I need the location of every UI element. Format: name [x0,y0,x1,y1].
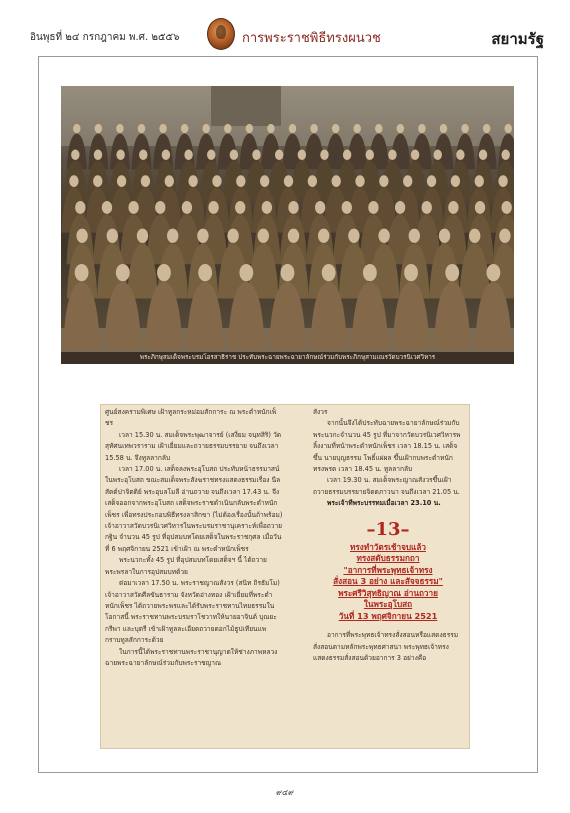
section-title: การพระราชพิธีทรงผนวช [242,31,381,46]
monk-head [411,150,419,161]
monk-head [207,150,215,161]
monk-head [117,175,126,187]
section-number: –13– [366,518,410,540]
monk-head [76,229,87,243]
photo-background-doorway [211,86,281,126]
monk-head [475,175,484,187]
article-paragraph: เวลา 19.30 น. สมเด็จพระญาณสังวรขึ้นเฝ้าถวายธรรมบรรยายจิตตภาวนา จนถึงเวลา 21.05 น. [313,476,460,496]
monk-head [498,175,507,187]
monk-head [504,124,511,133]
monk-head [246,124,253,133]
monk-head [368,201,378,214]
monk-head [418,124,425,133]
monk-head [116,264,130,281]
monk-head [342,201,352,214]
monk-head [378,229,389,243]
monk-head [235,201,245,214]
monk-head [461,124,468,133]
monk-head [499,229,510,243]
monk-head [236,175,245,187]
monk-head [165,175,174,187]
monk-head [322,264,336,281]
monk-head [69,175,78,187]
section-headline: สั่งสอน 3 อย่าง และสัจจธรรม" [333,576,443,587]
monk-head [258,229,269,243]
article-paragraph: ต่อมาเวลา 17.50 น. พระราชญาณสังวร (สนิท ถิรธัมโม) เจ้าอาวาสวัดศีลขันธาราม จังหวัดอ่างทอง เฝ้าเยี่ยมที่พระตำหนักเพ็ชร ได้ถวายพระพรและได้รับพระราชทานไทยธรรมในโอกาสนี้ พระราชทานพระบรมราโชวาทให้นายอาจินต์ บุณยะกรีพา และบุตรี เข้าเฝ้าทูลละเอียดถวายดอกไม้ธูปเทียนแพ กราบทูลสักการะด้วย [105,579,280,645]
monk-head [137,229,148,243]
monk-head [469,229,480,243]
article-closing-line: พระเจ้าทีพระบรรทมเมื่อเวลา 23.10 น. [327,499,441,508]
monk-head [94,150,102,161]
monk-head [202,124,209,133]
monk-head [448,201,458,214]
monk-head [403,175,412,187]
article-clipping [100,404,470,749]
monk-head [281,264,295,281]
monk-head [440,124,447,133]
monk-head [375,124,382,133]
page-number: ๙๔๙ [276,788,294,797]
monk-head [227,229,238,243]
monk-head [198,264,212,281]
article-paragraph: ในการนี้ได้พระราชทานพระราชานุญาตให้ช่างภาพหลวงฉายพระฉายาลักษณ์ร่วมกับพระราชญาณ [105,647,278,667]
monk-head [95,124,102,133]
monk-head [308,175,317,187]
monk-head [353,124,360,133]
monk-head [427,175,436,187]
monk-head [343,150,351,161]
monk-head [212,175,221,187]
monk-head [409,229,420,243]
monk-head [239,264,253,281]
monk-head [128,201,138,214]
monk-head [71,150,79,161]
monk-head [318,229,329,243]
newspaper-logo: สยามรัฐ [491,30,544,48]
monk-head [388,150,396,161]
monk-head [475,201,485,214]
monk-head [298,150,306,161]
monk-head [197,229,208,243]
monk-head [93,175,102,187]
monk-head [332,124,339,133]
monk-head [155,201,165,214]
monk-head [252,150,260,161]
monk-head [159,124,166,133]
monk-head [288,229,299,243]
monk-head [75,201,85,214]
monk-head [439,229,450,243]
monk-head [102,201,112,214]
monk-head [366,150,374,161]
article-paragraph: สังวร [313,408,328,416]
article-right-column [313,407,463,664]
monk-head [267,124,274,133]
monk-head [404,264,418,281]
monk-head [182,201,192,214]
monk-head [107,229,118,243]
monk-head [315,201,325,214]
photo-caption: พระภิกษุสมเด็จพระบรมโอรสาธิราช ประทับพระฉายพระฉายาลักษณ์ร่วมกับพระภิกษุสามเณรวัดบวรนิเวศวิหาร [61,352,514,364]
monk-head [379,175,388,187]
monk-head [502,201,512,214]
monk-head [434,150,442,161]
monk-head [310,124,317,133]
monk-head [422,201,432,214]
article-paragraph: เวลา 17.00 น. เสด็จลงพระอุโบสถ ประทับหน้าธรรมาสน์ในพระอุโบสถ ขณะสมเด็จพระสังฆราชทรงแสดงธรรมเรื่อง นีลสัตต์ปาจิตติย์ พระอุบลโมลี อ่านถวาย จนถึงเวลา 17.43 น. จึงเสด็จออกจากพระอุโบสถ เสด็จพระราชดำเนินกลับพระตำหนักเพ็ชร เพื่อทรงประกอบพิธีทรงลาสิกขา (ไม่ต้องเรื่องนั้นถ้าพร้อม) เจ้าอาวาสวัดบวรนิเวศวิหารในพระบรมราชานุเคราะห์เพื่อถวายกฐิน จำนวน 45 รูป ที่อุปสมบทโดยเสด็จในพระราชกุศล เมื่อวันที่ 6 พฤศจิกายน 2521 เข้าเฝ้า ณ พระตำหนักเพ็ชร [105,465,283,553]
monk-head [397,124,404,133]
monk-head [188,175,197,187]
monk-head [157,264,171,281]
issue-date: อินพุธที่ ๒๔ กรกฎาคม พ.ศ. ๒๕๕๖ [30,32,180,43]
monk-head [395,201,405,214]
monk-head [501,150,509,161]
monk-head [230,150,238,161]
monk-head [184,150,192,161]
section-headline: "อาการที่พระพุทธเจ้าทรง [343,564,433,575]
article-paragraph: อาการที่พระพุทธเจ้าทรงสั่งสอนหรือแสดงธรรม สั่งสอนตามหลักพระพุทธศาสนา พระพุทธเจ้าทรงแสดงธรรมสั่งสอนด้วยอาการ 3 อย่างคือ [313,631,459,662]
royal-portrait-emblem-icon [207,18,235,50]
monk-head [141,175,150,187]
section-headline: วันที่ 13 พฤศจิกายน 2521 [338,610,438,621]
monk-head [162,150,170,161]
section-headline: ทรงทำวัตรเช้าจบแล้ว [350,541,426,552]
monk-head [208,201,218,214]
monk-head [289,124,296,133]
article-paragraph: เวลา 15.30 น. สมเด็จพระพุฒาจารย์ (เสงี่ยม จนฺทสิริ) วัดสุทัศนเทพวราราม เฝ้าเยี่ยมและถวายธรรมบรรยาย จนถึงเวลา 15.58 น. จึงทูลลากลับ [105,430,282,462]
section-headline: ในพระอุโบสถ [363,599,413,610]
monk-head [363,264,377,281]
monk-head [445,264,459,281]
monk-head [73,124,80,133]
monk-head [262,201,272,214]
monk-head [320,150,328,161]
group-photo [61,86,514,354]
article-paragraph: ศูนย์สงครามพิเศษ เฝ้าทูลกระหม่อมสักการะ ณ พระตำหนักเพ็ชร [105,408,277,428]
monk-head [275,150,283,161]
monk-head [332,175,341,187]
monk-head [260,175,269,187]
monk-head [167,229,178,243]
monk-head [355,175,364,187]
section-headline: พระศรีวิสุทธิญาณ อ่านถวาย [338,587,438,598]
article-paragraph: จากนั้นจึงได้ประทับฉายพระฉายาลักษณ์ร่วมกับพระนวกะจำนวน 45 รูป ที่มาจากวัดบวรนิเวศวิหารพลิ้งงามที่หน้าพระตำหนักเพ็ชร เวลา 18.15 น. เสด็จขึ้น นายบุญธรรม โพธิ์แผ่ผล ขึ้นเฝ้ากบพระตำหนักทรงพรต เวลา 18.45 น. ทูลลากลับ [313,419,461,474]
monk-head [288,201,298,214]
monk-head [487,264,501,281]
monk-head [138,124,145,133]
section-headline: ทรงสดับธรรมกถา [356,553,420,564]
monk-head [75,264,89,281]
monk-head [483,124,490,133]
monk-head [348,229,359,243]
article-paragraph: พระนวกะทั้ง 45 รูป ที่อุปสมบทโดยเสด็จฯ นี้ ได้ถวายพระพรลาในการอุปสมบทด้วย [105,556,267,576]
monk-head [224,124,231,133]
monks-group-illustration [61,86,514,354]
monk-head [456,150,464,161]
page-header [30,14,550,54]
monk-head [116,150,124,161]
monk-head [284,175,293,187]
monk-head [139,150,147,161]
monk-head [451,175,460,187]
monk-head [181,124,188,133]
monk-head [116,124,123,133]
article-left-column [105,407,283,669]
monk-head [479,150,487,161]
